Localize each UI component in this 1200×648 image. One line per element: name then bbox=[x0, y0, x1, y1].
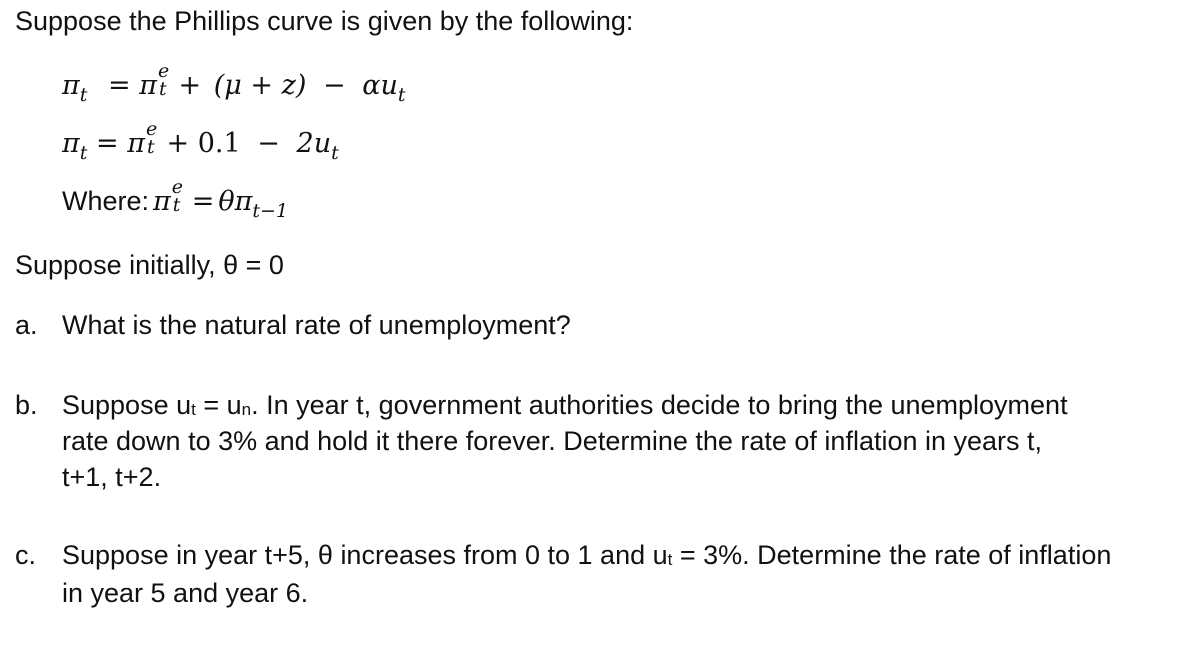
question-b-line-2: rate down to 3% and hold it there forever. Determine the rate of inflation in years t, bbox=[62, 426, 1043, 456]
mu-plus-z: (μ + z) bbox=[213, 70, 307, 101]
expected-pi-scripts: e t bbox=[145, 118, 158, 158]
question-b-line-1: Suppose ut = un. In year t, government authorities decide to bring the unemployment bbox=[62, 390, 1068, 420]
question-a-label: a. bbox=[15, 310, 38, 340]
minus-sign: − bbox=[323, 70, 346, 101]
expected-pi-symbol: π bbox=[139, 70, 157, 101]
pi-subscript: t bbox=[79, 142, 88, 164]
equation-phillips-specific bbox=[62, 118, 339, 164]
plus-sign: + bbox=[178, 70, 202, 101]
minus-sign: − bbox=[257, 128, 280, 159]
alpha-u-term: αu bbox=[362, 70, 398, 101]
theta-pi-subscript: t−1 bbox=[252, 200, 289, 222]
pi-symbol: π bbox=[62, 70, 80, 101]
equals-sign: = bbox=[107, 70, 131, 101]
equals-sign: = bbox=[95, 128, 119, 159]
plus-constant: + 0.1 bbox=[166, 128, 241, 159]
intro-text: Suppose the Phillips curve is given by the following: bbox=[15, 6, 634, 36]
expected-pi-symbol: π bbox=[153, 186, 171, 217]
question-b-label: b. bbox=[15, 390, 38, 420]
question-c-line-2: in year 5 and year 6. bbox=[62, 578, 309, 608]
two-u-term: 2u bbox=[296, 128, 332, 159]
expected-pi-scripts: e t bbox=[157, 60, 170, 100]
pi-symbol: π bbox=[62, 128, 80, 159]
question-a-text: What is the natural rate of unemployment? bbox=[62, 310, 571, 340]
equals-sign: = bbox=[191, 186, 215, 217]
pi-subscript: t bbox=[79, 84, 88, 106]
where-label: Where: bbox=[62, 186, 150, 216]
question-b-line-3: t+1, t+2. bbox=[62, 462, 162, 492]
theta-pi-term: θπ bbox=[218, 186, 253, 217]
initial-condition: Suppose initially, θ = 0 bbox=[15, 250, 284, 280]
alpha-u-subscript: t bbox=[397, 84, 406, 106]
equation-phillips-general bbox=[62, 60, 406, 106]
expected-pi-scripts: e t bbox=[171, 176, 184, 216]
two-u-subscript: t bbox=[331, 142, 339, 164]
question-c-line-1: Suppose in year t+5, θ increases from 0 to 1 and ut = 3%. Determine the rate of inflation bbox=[62, 540, 1112, 570]
question-c-label: c. bbox=[15, 540, 37, 570]
equation-expectations bbox=[62, 176, 289, 222]
expected-pi-symbol: π bbox=[127, 128, 145, 159]
